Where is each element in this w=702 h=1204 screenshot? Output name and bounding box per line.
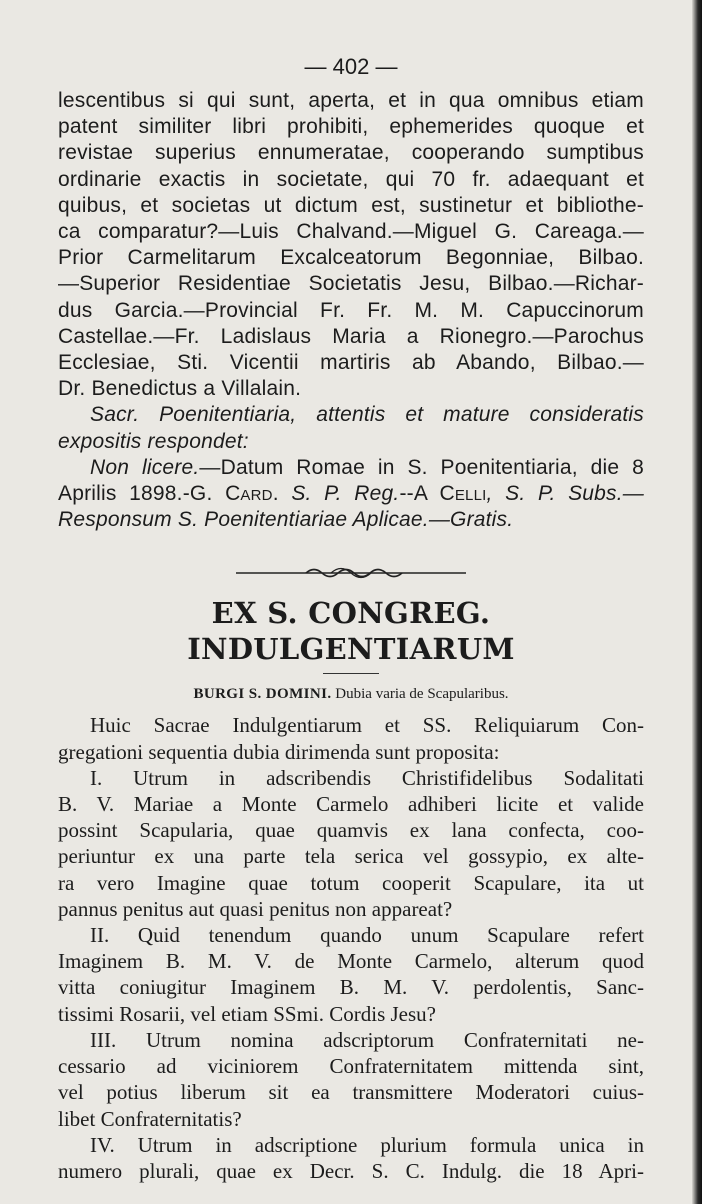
question-4: IV. Utrum in adscriptione plurium formula unica in numero plurali, quae ex Decr. S. C. Indulg. die 18 Apri- [58,1132,644,1183]
response-paragraph: Non licere.—Datum Romae in S. Poenitentiaria, die 8 Aprilis 1898.-G. Card. S. P. Reg.--A Celli, S. P. Subs.— Responsum S. Poenitentiariae Aplicae.—Gratis. [58,455,645,532]
question-1: I. Utrum in adscribendis Christifidelibus Sodalitati B. V. Mariae a Monte Carmelo adhiberi licite et valide possint Scapularia, quae quamvis ex lana confecta, coo- periuntur ex una parte tela serica vel gossypio, ex alte- ra vero Imagine quae totum cooperit Scapulare, ita ut pannus penitus aut quasi penitus non appareat? [58,765,644,921]
text-line: ca comparatur?—Luis Chalvand.—Miguel G. Careaga.— [58,220,644,244]
text-line: lescentibus si qui sunt, aperta, et in qua omnibus etiam [58,89,644,112]
text-line: Castellae.—Fr. Ladislaus Maria a Rionegro.—Parochus [58,324,644,348]
question-3: III. Utrum nomina adscriptorum Confraternitati ne- cessario ad viciniorem Confraternitatem mittenda sint, vel potius liberum sit ea transmittere Moderatori cuius- libet Confraternitatis? [58,1027,644,1131]
letter-continuation [58,88,644,533]
ornament-divider [236,563,466,583]
text-line: —Superior Residentiae Societatis Jesu, Bilbao.—Richar- [58,272,644,296]
document-page [58,52,644,1184]
page-number: — 402 — [304,54,398,79]
subheading: BURGI S. DOMINI. Dubia varia de Scapularibus. [193,686,509,703]
section-heading: EX S. CONGREG. INDULGENTIARUM [187,596,515,667]
text-line: quibus, et societas ut dictum est, sustinetur et bibliothe- [58,193,644,217]
text-line: patent similiter libri prohibiti, ephemerides quoque et [58,115,644,139]
page-edge-shadow [692,0,702,1204]
intro-paragraph: Huic Sacrae Indulgentiarum et SS. Reliquiarum Con- gregationi sequentia dubia dirimenda sunt proposita: [58,713,644,764]
text-line: revistae superius ennumeratae, cooperando sumptibus [58,141,644,165]
text-line: Dr. Benedictus a Villalain. [58,377,302,401]
heading-rule [323,673,379,674]
sacr-line: expositis respondet: [58,429,249,453]
question-2: II. Quid tenendum quando unum Scapulare refert Imaginem B. M. V. de Monte Carmelo, alterum quod vitta coniugitur Imaginem B. M. V. perdolentis, Sanc- tissimi Rosarii, vel etiam SSmi. Cordis Jesu? [58,923,644,1026]
text-line: Ecclesiae, Sti. Vicentii martiris ab Abando, Bilbao.— [58,351,644,375]
dubia-text [58,712,644,1184]
text-line: dus Garcia.—Provincial Fr. Fr. M. M. Capuccinorum [58,298,644,322]
sacr-line: Sacr. Poenitentiaria, attentis et mature consideratis [90,403,644,427]
text-line: ordinarie exactis in societate, qui 70 fr. adaequant et [58,167,644,191]
text-line: Prior Carmelitarum Excalceatorum Begonniae, Bilbao. [58,246,644,270]
